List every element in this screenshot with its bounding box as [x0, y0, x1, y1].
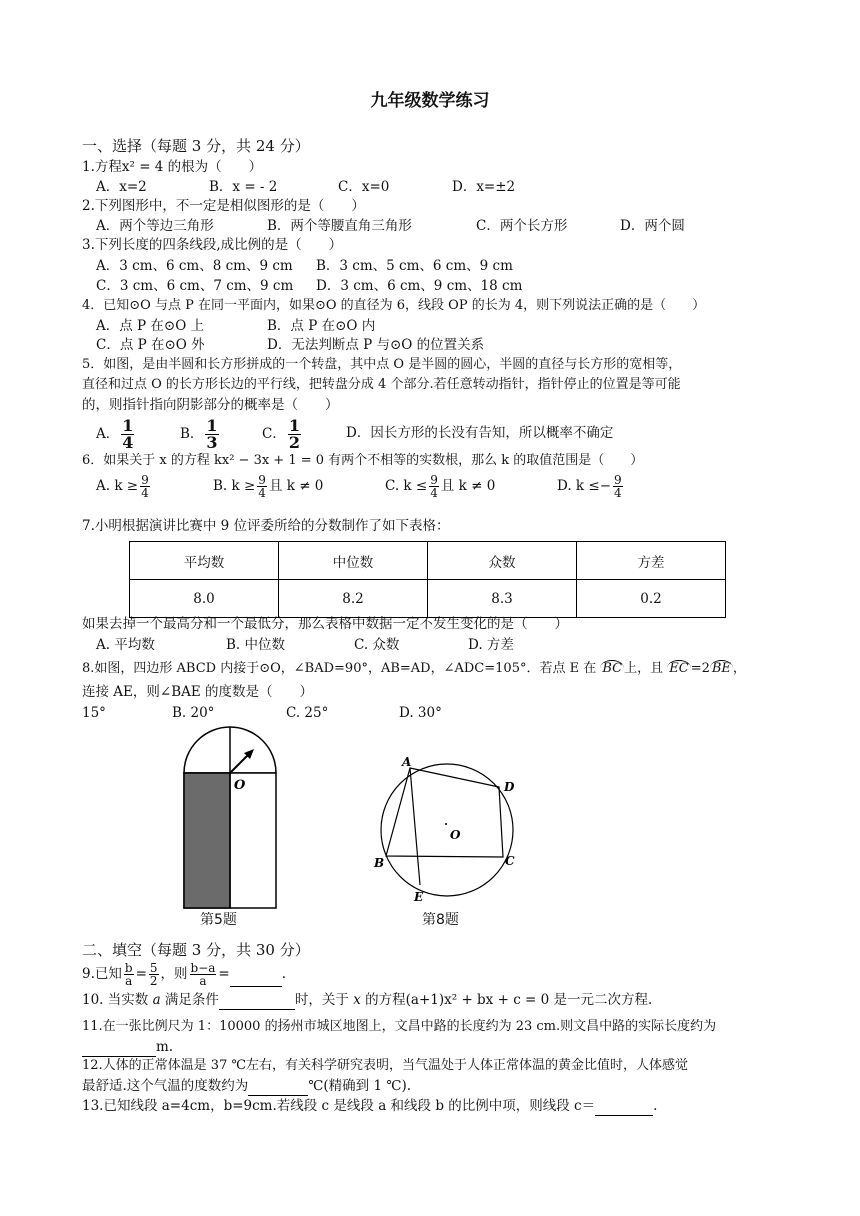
- numerator: b−a: [190, 961, 216, 975]
- denominator: 2: [149, 974, 158, 988]
- q13: [82, 1096, 657, 1116]
- q11-line2: [82, 1037, 173, 1057]
- denominator: 4: [258, 486, 266, 500]
- q6-option-c: [385, 474, 495, 499]
- figure-5-caption: 第5题: [200, 912, 237, 928]
- variable-x: x: [353, 992, 361, 1008]
- q11-text: m.: [156, 1039, 174, 1055]
- point-label-o: O: [450, 828, 461, 842]
- q2-option-b: B．两个等腰直角三角形: [267, 218, 412, 234]
- q9-text: ，则: [160, 966, 188, 982]
- option-label: C. k ≤: [385, 478, 428, 494]
- denominator: 4: [430, 486, 438, 500]
- q9-text: .: [281, 966, 287, 982]
- q8-option-b: B. 20°: [172, 705, 215, 721]
- arc-be: BE: [711, 661, 731, 676]
- option-label: A．: [96, 426, 120, 442]
- arc-bc: BC: [602, 661, 623, 676]
- answer-blank[interactable]: [230, 970, 282, 987]
- table-cell: 8.3: [428, 580, 577, 618]
- table-header-cell: 平均数: [130, 542, 279, 580]
- option-label: D. k ≤−: [557, 478, 612, 494]
- fraction: [121, 418, 134, 451]
- q5-stem-line3: 的，则指针指向阴影部分的概率是（ ）: [82, 397, 339, 413]
- table-row: [130, 580, 726, 618]
- option-label: B. k ≥: [213, 478, 256, 494]
- q5-option-b: [180, 418, 221, 451]
- fraction-b-over-a: [124, 962, 134, 987]
- q8-stem-part: ，: [732, 661, 746, 676]
- denominator: a: [199, 974, 207, 988]
- q5-option-a: [96, 418, 136, 451]
- q10-text: 时，关于: [294, 992, 349, 1008]
- point-label-a: A: [402, 755, 412, 769]
- fraction: [205, 418, 218, 451]
- q7-option-b: B. 中位数: [226, 637, 286, 653]
- numerator: 9: [258, 473, 266, 487]
- page-title: 九年级数学练习: [370, 91, 490, 111]
- table-header-cell: 中位数: [279, 542, 428, 580]
- q10-text: 满足条件: [164, 992, 219, 1008]
- point-label-c: C: [505, 854, 515, 868]
- q6-stem: 6．如果关于 x 的方程 kx² − 3x + 1 = 0 有两个不相等的实数根，那么 k 的取值范围是（ ）: [82, 453, 644, 468]
- arc-ec: EC: [669, 661, 689, 676]
- point-label-b: B: [374, 856, 385, 870]
- q8-stem-part: 8.如图，四边形 ABCD 内接于⊙O，∠BAD=90°，AB=AD，∠ADC=105°．若点 E 在: [82, 661, 597, 676]
- table-cell: 8.0: [130, 580, 279, 618]
- q7-after: 如果去掉一个最高分和一个最低分，那么表格中数据一定不发生变化的是（ ）: [82, 616, 568, 632]
- answer-blank[interactable]: [219, 993, 295, 1010]
- numerator: 9: [614, 473, 622, 487]
- fraction: [288, 418, 301, 451]
- q8-option-a: 15°: [82, 705, 106, 721]
- q4-option-b: B．点 P 在⊙O 内: [267, 318, 376, 334]
- numerator: 9: [141, 473, 149, 487]
- numerator: 1: [122, 416, 134, 435]
- numerator: b: [124, 961, 133, 975]
- denominator: a: [125, 974, 133, 988]
- shaded-region: [184, 773, 230, 908]
- q1-option-b: B．x = - 2: [209, 179, 278, 195]
- table-cell: 8.2: [279, 580, 428, 618]
- q2-option-d: D．两个圆: [620, 218, 685, 234]
- fraction-b-minus-a-over-a: [190, 962, 217, 987]
- q3-option-c: C．3 cm、6 cm、7 cm、9 cm: [96, 278, 294, 294]
- denominator: 4: [614, 486, 622, 500]
- q7-option-c: C. 众数: [354, 637, 400, 653]
- q13-text: 13.已知线段 a=4cm，b=9cm.若线段 c 是线段 a 和线段 b 的比例中项，则线段 c＝: [82, 1098, 596, 1114]
- q6-option-b: [213, 474, 323, 499]
- denominator: 4: [122, 433, 134, 452]
- q8-option-c: C. 25°: [286, 705, 329, 721]
- option-label: B．: [180, 426, 204, 442]
- figure-8-caption: 第8题: [422, 912, 459, 928]
- q12-text: ℃(精确到 1 ℃).: [308, 1078, 411, 1094]
- q1-option-d: D．x=±2: [452, 179, 516, 195]
- table-cell: 0.2: [577, 580, 726, 618]
- numerator: 5: [149, 961, 158, 975]
- q3-option-b: B．3 cm、5 cm、6 cm、9 cm: [316, 258, 513, 274]
- table-header-cell: 方差: [577, 542, 726, 580]
- numerator: 9: [430, 473, 438, 487]
- q6-option-d: [557, 474, 625, 499]
- q7-stats-table: [129, 541, 726, 618]
- q8-stem: [82, 659, 746, 679]
- q8-option-d: D. 30°: [399, 705, 442, 721]
- point-label-o: O: [234, 778, 246, 793]
- figure-8-circle: [362, 748, 532, 908]
- q12-text: 最舒适.这个气温的度数约为: [82, 1078, 249, 1094]
- q5-option-d: D．因长方形的长没有告知，所以概率不确定: [346, 425, 614, 441]
- q10-text: 10. 当实数: [82, 992, 149, 1008]
- q4-option-d: D．无法判断点 P 与⊙O 的位置关系: [267, 337, 485, 353]
- q8-stem-part: =2: [690, 661, 710, 676]
- q3-stem: 3.下列长度的四条线段,成比例的是（ ）: [82, 237, 343, 253]
- fraction: [613, 474, 623, 499]
- answer-blank[interactable]: [82, 1040, 156, 1057]
- fraction-5-over-2: [149, 962, 159, 987]
- q4-option-c: C．点 P 在⊙O 外: [96, 337, 205, 353]
- q10-text: 的方程(a+1)x² + bx + c = 0 是一元二次方程.: [365, 992, 653, 1008]
- q7-stem: 7.小明根据演讲比赛中 9 位评委所给的分数制作了如下表格：: [82, 518, 450, 534]
- denominator: 4: [141, 486, 149, 500]
- q1-stem: 1.方程x² = 4 的根为（ ）: [82, 159, 263, 175]
- table-header-row: [130, 542, 726, 580]
- answer-blank[interactable]: [595, 1099, 653, 1116]
- point-label-d: D: [504, 780, 515, 794]
- q10: [82, 990, 652, 1010]
- q8-line2: 连接 AE，则∠BAE 的度数是（ ）: [82, 684, 314, 700]
- circle-o: [381, 764, 513, 896]
- q1-option-c: C．x=0: [338, 179, 390, 195]
- figure-5-spinner: [170, 725, 290, 915]
- q7-option-a: A. 平均数: [96, 637, 155, 653]
- center-dot: [445, 823, 447, 825]
- q12-line2: [82, 1076, 411, 1096]
- numerator: 1: [206, 416, 218, 435]
- fraction: [257, 474, 267, 499]
- q1-option-a: A．x=2: [96, 179, 147, 195]
- quadrilateral-abcd: [386, 768, 503, 857]
- option-label: A. k ≥: [96, 478, 139, 494]
- q12-line1: 12.人体的正常体温是 37 ℃左右，有关科学研究表明，当气温处于人体正常体温的黄金比值时，人体感觉: [82, 1058, 689, 1073]
- denominator: 3: [206, 433, 218, 452]
- q9-text: 9.已知: [82, 966, 122, 982]
- q4-stem: 4．已知⊙O 与点 P 在同一平面内，如果⊙O 的直径为 6，线段 OP 的长为 4，则下列说法正确的是（ ）: [82, 298, 706, 313]
- q2-option-c: C．两个长方形: [476, 218, 568, 234]
- q5-option-c: [262, 418, 303, 451]
- q11-line1: 11.在一张比例尺为 1：10000 的扬州市城区地图上，文昌中路的长度约为 23 cm.则文昌中路的实际长度约为: [82, 1019, 717, 1034]
- option-label: C．: [262, 426, 286, 442]
- q3-option-d: D．3 cm、6 cm、9 cm、18 cm: [316, 278, 523, 294]
- q5-stem-line1: 5．如图，是由半圆和长方形拼成的一个转盘，其中点 O 是半圆的圆心，半圆的直径与长方形的宽相等，: [82, 357, 682, 372]
- q4-option-a: A．点 P 在⊙O 上: [96, 318, 205, 334]
- section1-header: 一、选择（每题 3 分，共 24 分）: [82, 137, 310, 155]
- fraction: [429, 474, 439, 499]
- q6-option-a: [96, 474, 152, 499]
- q2-stem: 2.下列图形中，不一定是相似图形的是（ ）: [82, 198, 365, 214]
- section2-header: 二、填空（每题 3 分，共 30 分）: [82, 941, 310, 959]
- q8-stem-part: 上，且: [624, 661, 664, 676]
- option-suffix: 且 k ≠ 0: [440, 478, 496, 494]
- option-suffix: 且 k ≠ 0: [268, 478, 324, 494]
- fraction: [140, 474, 150, 499]
- q9: [82, 962, 286, 987]
- segment-ae: [410, 768, 420, 885]
- q2-option-a: A．两个等边三角形: [96, 218, 214, 234]
- q5-stem-line2: 直径和过点 O 的长方形长边的平行线，把转盘分成 4 个部分.若任意转动指针，指针停止的位置是等可能: [82, 377, 681, 392]
- q7-option-d: D. 方差: [468, 637, 514, 653]
- denominator: 2: [288, 433, 300, 452]
- variable-a: a: [152, 992, 161, 1008]
- point-label-e: E: [414, 890, 424, 904]
- numerator: 1: [288, 416, 300, 435]
- q9-text: =: [218, 966, 230, 982]
- q3-option-a: A．3 cm、6 cm、8 cm、9 cm: [96, 258, 293, 274]
- q9-text: =: [135, 966, 147, 982]
- table-header-cell: 众数: [428, 542, 577, 580]
- q13-text: .: [653, 1098, 658, 1114]
- answer-blank[interactable]: [248, 1079, 308, 1096]
